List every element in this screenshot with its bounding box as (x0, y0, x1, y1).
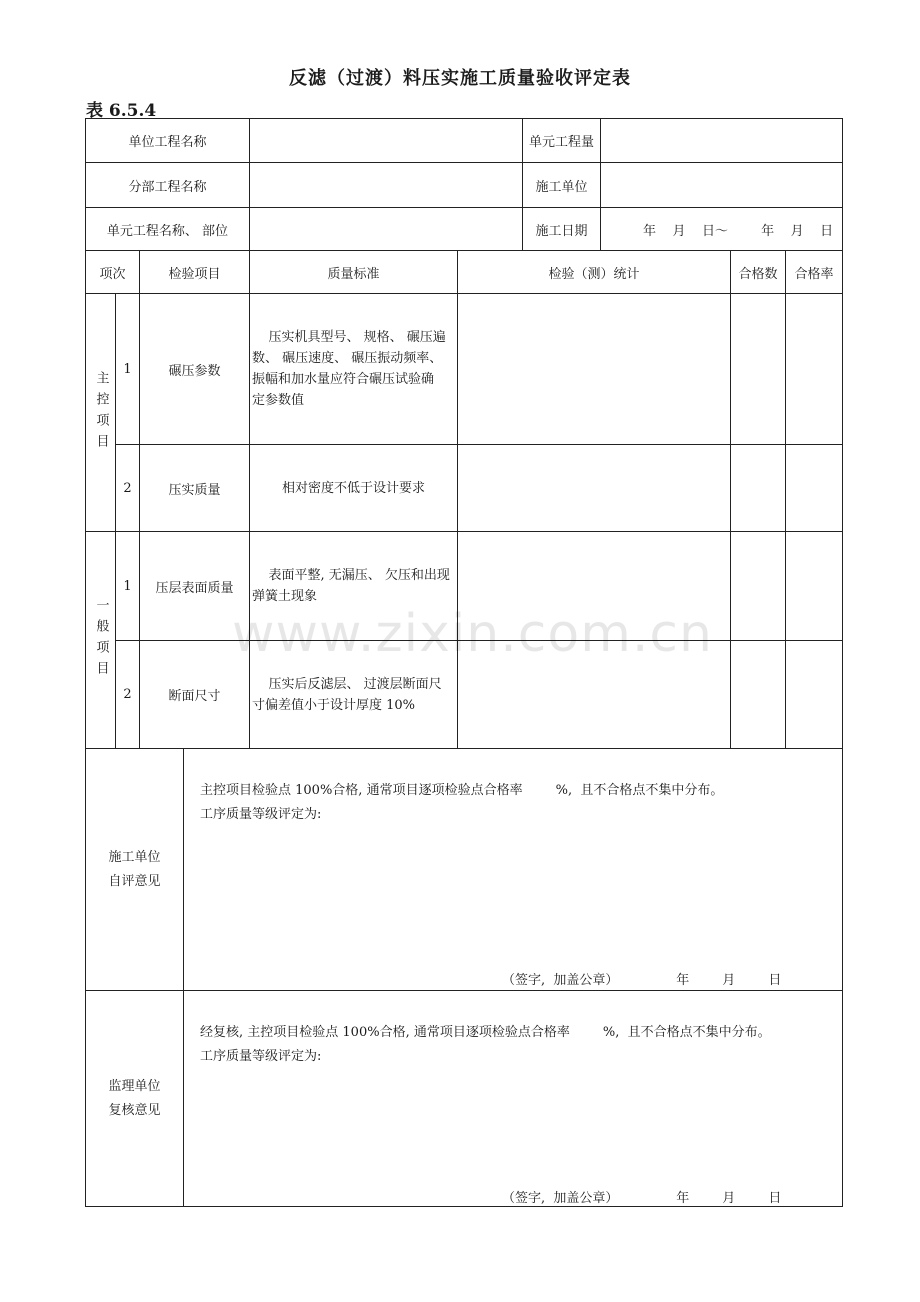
value-unit-project-name[interactable] (249, 118, 523, 163)
self-evaluation-signature: （签字, 加盖公章） 年 月 日 (502, 973, 782, 988)
supervision-review-grade-label: 工序质量等级评定为: (200, 1049, 322, 1064)
label-construction-date: 施工日期 (522, 207, 601, 251)
standard-line: 压实后反滤层、 过渡层断面尺 (252, 676, 442, 692)
supervision-review-content[interactable] (183, 990, 843, 1207)
standard-line: 寸偏差值小于设计厚度 10% (252, 697, 416, 713)
evaluation-form (85, 118, 842, 1206)
item-no: 2 (115, 640, 140, 749)
standard-line: 压实机具型号、 规格、 碾压遍 (252, 330, 446, 345)
item-name: 断面尺寸 (139, 640, 250, 749)
col-item-no: 项次 (85, 250, 140, 294)
item-qualified-count-cell[interactable] (730, 293, 786, 445)
opinion-label-line: 自评意见 (108, 873, 161, 889)
group-label: 一般项目 (85, 531, 116, 749)
value-unit-element-quantity[interactable] (600, 118, 843, 163)
item-qualified-count-cell[interactable] (730, 444, 786, 532)
value-element-name-location[interactable] (249, 207, 523, 251)
item-name: 压层表面质量 (139, 531, 250, 641)
value-subsection-project-name[interactable] (249, 162, 523, 208)
form-title: 反滤（过渡）料压实施工质量验收评定表 (289, 68, 631, 89)
item-no: 2 (115, 444, 140, 532)
col-qualified-count: 合格数 (730, 250, 786, 294)
self-evaluation-content[interactable] (183, 748, 843, 991)
standard-line: 振幅和加水量应符合碾压试验确 (252, 372, 435, 387)
item-stats-cell[interactable] (457, 531, 731, 641)
item-qualified-count-cell[interactable] (730, 640, 786, 749)
item-qualified-rate-cell[interactable] (785, 531, 843, 641)
table-number: 表 6.5.4 (86, 101, 157, 121)
opinion-label-line: 复核意见 (108, 1102, 161, 1118)
item-name: 压实质量 (139, 444, 250, 532)
item-no: 1 (115, 293, 140, 445)
standard-line: 表面平整, 无漏压、 欠压和出现 (252, 568, 450, 583)
self-evaluation-statement: 主控项目检验点 100%合格, 通常项目逐项检验点合格率 %, 且不合格点不集中分布。 (200, 783, 724, 798)
standard-line: 数、 碾压速度、 碾压振动频率、 (252, 351, 443, 366)
col-qualified-rate: 合格率 (785, 250, 843, 294)
watermark: www.zixin.com.cn (232, 604, 713, 664)
item-stats-cell[interactable] (457, 444, 731, 532)
self-evaluation-label (85, 748, 184, 991)
item-qualified-count-cell[interactable] (730, 531, 786, 641)
standard-line: 相对密度不低于设计要求 (281, 480, 425, 496)
item-qualified-rate-cell[interactable] (785, 293, 843, 445)
item-no: 1 (115, 531, 140, 641)
value-construction-unit[interactable] (600, 162, 843, 208)
item-name: 碾压参数 (139, 293, 250, 445)
item-standard (249, 444, 458, 532)
standard-line: 弹簧土现象 (252, 589, 318, 604)
supervision-review-signature: （签字, 加盖公章） 年 月 日 (502, 1191, 782, 1206)
group-label: 主控项目 (85, 293, 116, 532)
item-standard (249, 531, 458, 641)
item-standard (249, 293, 458, 445)
label-unit-project-name: 单位工程名称 (85, 118, 250, 163)
label-construction-unit: 施工单位 (522, 162, 601, 208)
col-quality-standard: 质量标准 (249, 250, 458, 294)
col-inspection-stats: 检验（测）统计 (457, 250, 731, 294)
label-unit-element-quantity: 单元工程量 (522, 118, 601, 163)
supervision-review-statement: 经复核, 主控项目检验点 100%合格, 通常项目逐项检验点合格率 %, 且不合格点不集中分布。 (200, 1025, 771, 1040)
label-subsection-project-name: 分部工程名称 (85, 162, 250, 208)
col-inspection-item: 检验项目 (139, 250, 250, 294)
standard-line: 定参数值 (252, 393, 305, 408)
self-evaluation-grade-label: 工序质量等级评定为: (200, 807, 322, 822)
label-element-name-location: 单元工程名称、 部位 (85, 207, 250, 251)
value-construction-date[interactable]: 年 月 日～ 年 月 日 (600, 207, 843, 251)
opinion-label-line: 施工单位 (108, 849, 161, 865)
item-qualified-rate-cell[interactable] (785, 640, 843, 749)
item-stats-cell[interactable] (457, 293, 731, 445)
opinion-label-line: 监理单位 (108, 1078, 161, 1094)
item-standard (249, 640, 458, 749)
item-qualified-rate-cell[interactable] (785, 444, 843, 532)
supervision-review-label (85, 990, 184, 1207)
item-stats-cell[interactable] (457, 640, 731, 749)
